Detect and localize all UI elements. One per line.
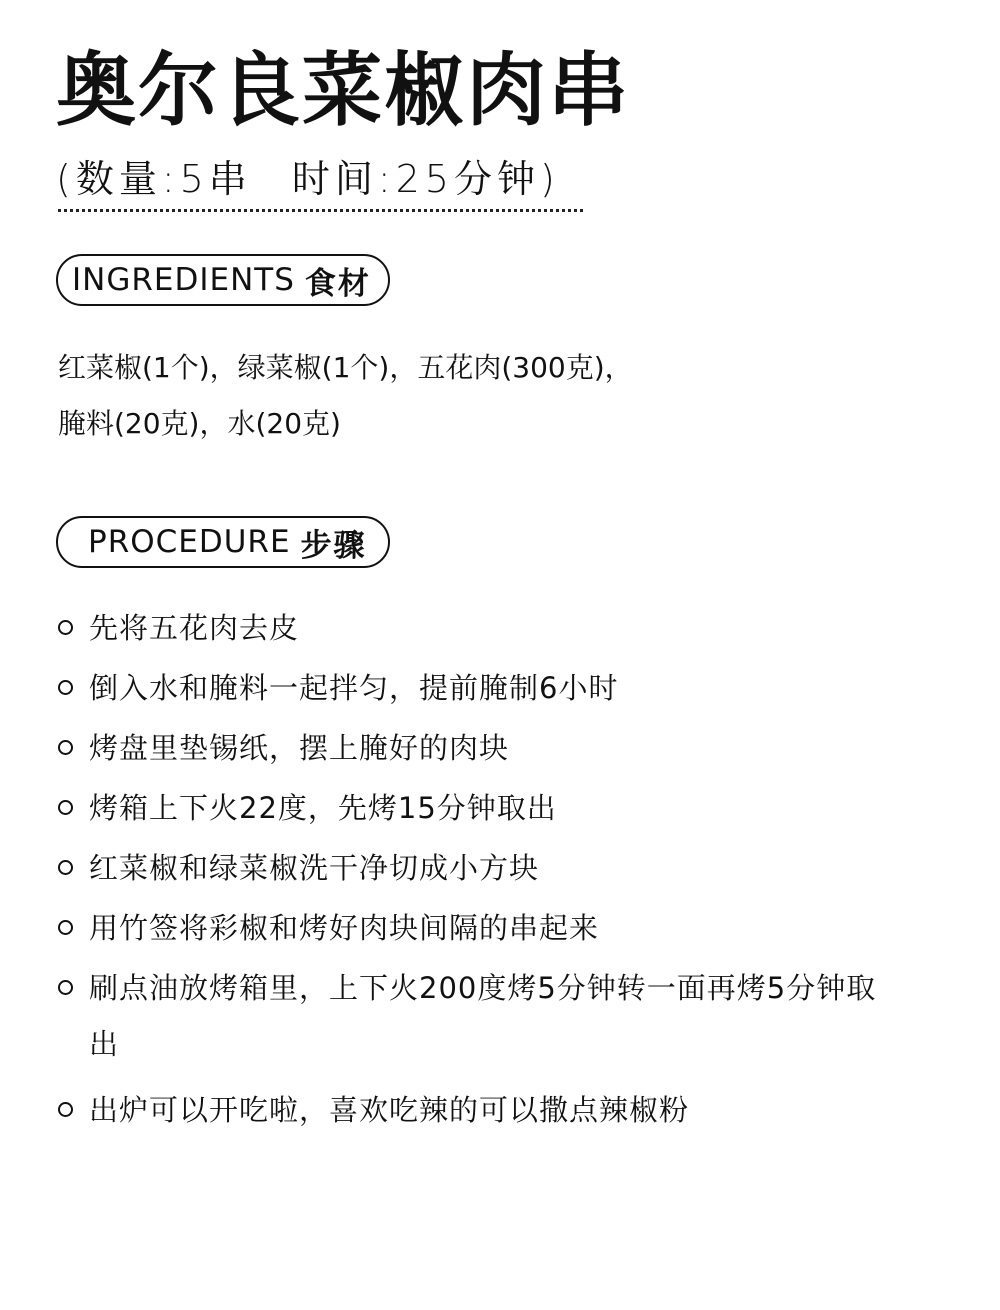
circle-bullet-icon <box>58 920 73 935</box>
circle-bullet-icon <box>58 1102 73 1117</box>
step-text: 烤盘里垫锡纸，摆上腌好的肉块 <box>89 731 510 765</box>
ingredients-list <box>58 340 958 452</box>
step-item <box>58 600 958 656</box>
ingredients-line: 腌料(20克)，水(20克) <box>58 407 341 440</box>
procedure-steps <box>58 600 958 1138</box>
recipe-meta <box>56 152 560 206</box>
step-item <box>58 1082 958 1138</box>
circle-bullet-icon <box>58 740 73 755</box>
ingredients-line: 红菜椒(1个)，绿菜椒(1个)，五花肉(300克)， <box>58 351 633 384</box>
procedure-label-cn: 步骤 <box>300 527 367 564</box>
step-text: 出炉可以开吃啦，喜欢吃辣的可以撒点辣椒粉 <box>89 1093 690 1127</box>
time-text: 时间:25分钟 <box>291 157 540 201</box>
step-item <box>58 900 958 956</box>
step-text: 先将五花肉去皮 <box>89 611 300 645</box>
ingredients-heading <box>56 254 390 306</box>
circle-bullet-icon <box>58 680 73 695</box>
step-item <box>58 780 958 836</box>
recipe-title: 奥尔良菜椒肉串 <box>56 44 630 137</box>
step-item <box>58 720 958 776</box>
step-text: 用竹签将彩椒和烤好肉块间隔的串起来 <box>89 911 600 945</box>
step-item <box>58 660 958 716</box>
meta-close-paren: ) <box>539 157 560 201</box>
circle-bullet-icon <box>58 800 73 815</box>
meta-open-paren: ( <box>56 157 76 201</box>
ingredients-label-en: INGREDIENTS <box>72 262 295 298</box>
procedure-heading <box>56 516 390 568</box>
ingredients-label-cn: 食材 <box>304 265 371 302</box>
step-text: 烤箱上下火22度，先烤15分钟取出 <box>89 791 557 825</box>
quantity-text: 数量:5串 <box>75 157 252 201</box>
procedure-label-en: PROCEDURE <box>88 524 291 560</box>
circle-bullet-icon <box>58 620 73 635</box>
dotted-divider <box>58 209 583 212</box>
step-item <box>58 840 958 896</box>
circle-bullet-icon <box>58 980 73 995</box>
step-text: 倒入水和腌料一起拌匀，提前腌制6小时 <box>89 671 619 705</box>
step-text: 红菜椒和绿菜椒洗干净切成小方块 <box>89 851 540 885</box>
circle-bullet-icon <box>58 860 73 875</box>
step-text: 刷点油放烤箱里，上下火200度烤5分钟转一面再烤5分钟取出 <box>89 971 877 1061</box>
step-item <box>58 960 958 1072</box>
